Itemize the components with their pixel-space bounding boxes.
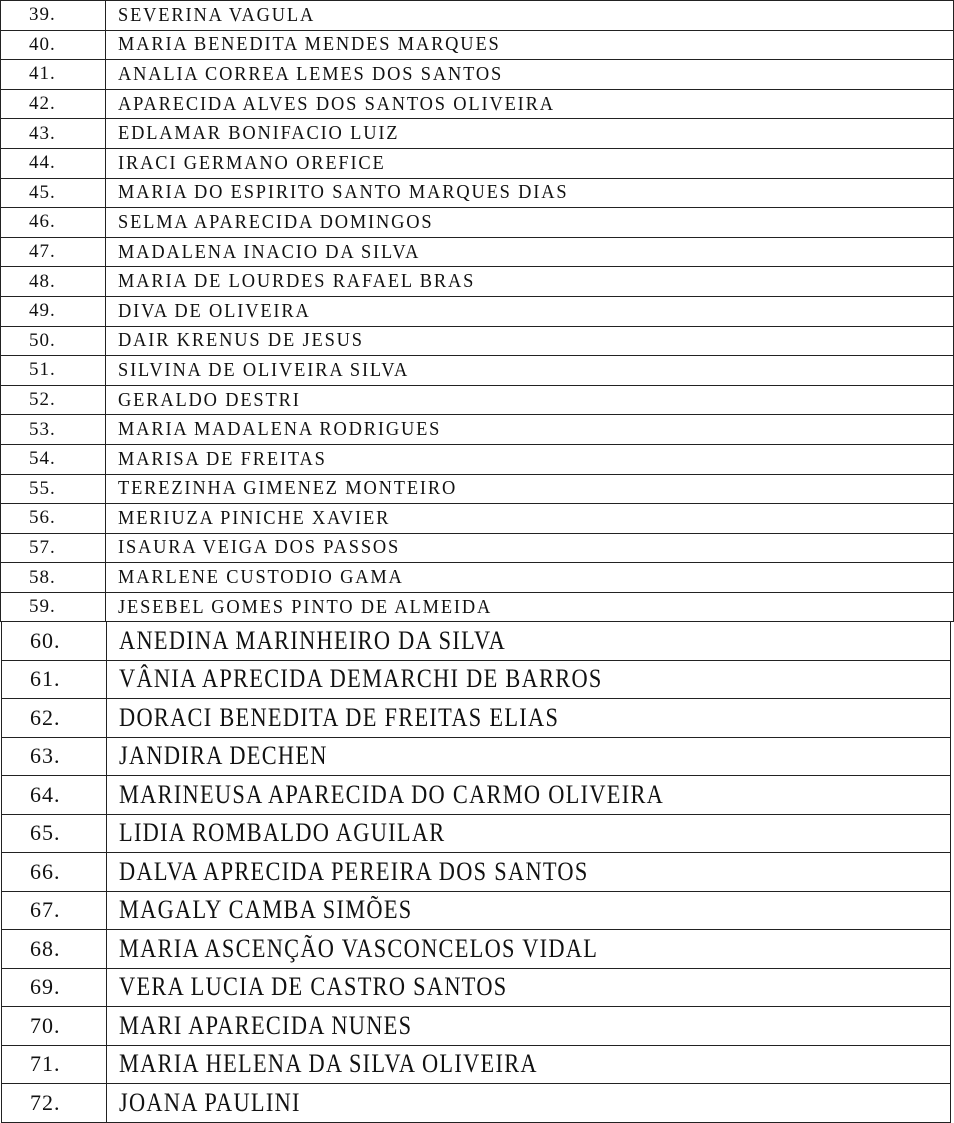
table-row	[2, 930, 951, 969]
person-name: DAIR KRENUS DE JESUS	[118, 329, 364, 352]
row-name-cell	[106, 444, 954, 474]
person-name: MARIA DE LOURDES RAFAEL BRAS	[118, 270, 476, 293]
table-row	[1, 296, 954, 326]
table-row	[1, 89, 954, 119]
person-name: JESEBEL GOMES PINTO DE ALMEIDA	[118, 595, 493, 618]
row-number: 57.	[1, 533, 106, 563]
person-name: DALVA APRECIDA PEREIRA DOS SANTOS	[119, 856, 589, 886]
row-name-cell	[106, 415, 954, 445]
row-name-cell	[107, 699, 951, 738]
person-name: IRACI GERMANO OREFICE	[118, 151, 386, 174]
row-name-cell	[106, 267, 954, 297]
person-name: MERIUZA PINICHE XAVIER	[118, 506, 391, 529]
row-number: 39.	[1, 1, 106, 31]
table-row	[2, 699, 951, 738]
table-row	[1, 504, 954, 534]
row-number: 53.	[1, 415, 106, 445]
row-name-cell	[106, 1, 954, 31]
row-number: 60.	[2, 622, 107, 661]
person-name: MARIA ASCENÇÃO VASCONCELOS VIDAL	[119, 933, 599, 963]
table-row	[1, 444, 954, 474]
row-name-cell	[106, 148, 954, 178]
row-number: 40.	[1, 30, 106, 60]
row-number: 45.	[1, 178, 106, 208]
table-row	[1, 148, 954, 178]
row-number: 41.	[1, 60, 106, 90]
row-name-cell	[107, 1007, 951, 1046]
row-number: 55.	[1, 474, 106, 504]
row-name-cell	[106, 563, 954, 593]
row-name-cell	[106, 474, 954, 504]
row-number: 67.	[2, 891, 107, 930]
person-name: MAGALY CAMBA SIMÕES	[119, 895, 413, 925]
row-name-cell	[106, 533, 954, 563]
row-number: 64.	[2, 776, 107, 815]
row-number: 59.	[1, 592, 106, 622]
row-name-cell	[106, 296, 954, 326]
table-row	[1, 30, 954, 60]
row-name-cell	[106, 385, 954, 415]
person-name: VÂNIA APRECIDA DEMARCHI DE BARROS	[119, 664, 603, 694]
row-name-cell	[106, 237, 954, 267]
table-row	[1, 326, 954, 356]
table-row	[2, 1084, 951, 1123]
table-row	[2, 968, 951, 1007]
person-name: ISAURA VEIGA DOS PASSOS	[118, 536, 401, 559]
person-name: EDLAMAR BONIFACIO LUIZ	[118, 122, 400, 145]
person-name: APARECIDA ALVES DOS SANTOS OLIVEIRA	[118, 92, 555, 115]
row-number: 58.	[1, 563, 106, 593]
table-row	[2, 737, 951, 776]
person-name: MARIA MADALENA RODRIGUES	[118, 418, 442, 441]
row-name-cell	[106, 356, 954, 386]
row-name-cell	[106, 208, 954, 238]
row-number: 68.	[2, 930, 107, 969]
row-name-cell	[107, 1084, 951, 1123]
table-row	[2, 891, 951, 930]
person-name: DIVA DE OLIVEIRA	[118, 299, 311, 322]
row-name-cell	[107, 737, 951, 776]
row-name-cell	[106, 89, 954, 119]
row-name-cell	[107, 853, 951, 892]
row-number: 48.	[1, 267, 106, 297]
table-row	[1, 356, 954, 386]
table-row	[2, 853, 951, 892]
row-name-cell	[107, 930, 951, 969]
person-name: SEVERINA VAGULA	[118, 3, 316, 26]
row-number: 62.	[2, 699, 107, 738]
table-row	[1, 178, 954, 208]
row-name-cell	[106, 119, 954, 149]
row-number: 56.	[1, 504, 106, 534]
row-name-cell	[107, 776, 951, 815]
row-number: 51.	[1, 356, 106, 386]
person-name: MARIA BENEDITA MENDES MARQUES	[118, 33, 501, 56]
row-number: 63.	[2, 737, 107, 776]
row-number: 71.	[2, 1045, 107, 1084]
row-number: 50.	[1, 326, 106, 356]
table-row	[1, 1, 954, 31]
table-row	[1, 267, 954, 297]
person-name: MARIA DO ESPIRITO SANTO MARQUES DIAS	[118, 181, 569, 204]
person-name: MARLENE CUSTODIO GAMA	[118, 566, 404, 589]
row-name-cell	[106, 178, 954, 208]
table-row	[1, 533, 954, 563]
table-row	[1, 208, 954, 238]
table-row	[1, 385, 954, 415]
row-number: 49.	[1, 296, 106, 326]
row-number: 66.	[2, 853, 107, 892]
row-name-cell	[106, 60, 954, 90]
row-name-cell	[107, 1045, 951, 1084]
row-number: 46.	[1, 208, 106, 238]
table-row	[2, 622, 951, 661]
table-row	[1, 474, 954, 504]
table-row	[1, 60, 954, 90]
names-table-part2	[1, 621, 951, 1123]
row-name-cell	[107, 891, 951, 930]
table-row	[2, 776, 951, 815]
person-name: MARISA DE FREITAS	[118, 447, 327, 470]
table-row	[1, 119, 954, 149]
row-number: 44.	[1, 148, 106, 178]
row-name-cell	[106, 592, 954, 622]
person-name: LIDIA ROMBALDO AGUILAR	[119, 818, 446, 848]
names-table-body	[2, 622, 951, 1123]
row-number: 47.	[1, 237, 106, 267]
table-row	[2, 814, 951, 853]
person-name: ANEDINA MARINHEIRO DA SILVA	[119, 625, 507, 655]
row-number: 52.	[1, 385, 106, 415]
person-name: DORACI BENEDITA DE FREITAS ELIAS	[119, 702, 560, 732]
names-table-body	[1, 1, 954, 622]
person-name: MARI APARECIDA NUNES	[119, 1010, 413, 1040]
row-name-cell	[107, 622, 951, 661]
person-name: MARIA HELENA DA SILVA OLIVEIRA	[119, 1049, 538, 1079]
person-name: VERA LUCIA DE CASTRO SANTOS	[119, 972, 508, 1002]
person-name: ANALIA CORREA LEMES DOS SANTOS	[118, 62, 504, 85]
person-name: MARINEUSA APARECIDA DO CARMO OLIVEIRA	[119, 779, 665, 809]
person-name: JANDIRA DECHEN	[119, 741, 328, 771]
row-name-cell	[106, 504, 954, 534]
person-name: TEREZINHA GIMENEZ MONTEIRO	[118, 477, 458, 500]
person-name: JOANA PAULINI	[119, 1087, 301, 1117]
row-name-cell	[106, 326, 954, 356]
row-number: 54.	[1, 444, 106, 474]
table-row	[1, 592, 954, 622]
row-number: 65.	[2, 814, 107, 853]
row-number: 42.	[1, 89, 106, 119]
table-row	[2, 1045, 951, 1084]
row-name-cell	[106, 30, 954, 60]
row-number: 70.	[2, 1007, 107, 1046]
table-row	[1, 237, 954, 267]
person-name: SELMA APARECIDA DOMINGOS	[118, 210, 434, 233]
row-number: 69.	[2, 968, 107, 1007]
row-number: 72.	[2, 1084, 107, 1123]
person-name: GERALDO DESTRI	[118, 388, 301, 411]
row-number: 43.	[1, 119, 106, 149]
table-row	[2, 660, 951, 699]
row-name-cell	[107, 968, 951, 1007]
row-name-cell	[107, 814, 951, 853]
person-name: MADALENA INACIO DA SILVA	[118, 240, 421, 263]
row-name-cell	[107, 660, 951, 699]
table-row	[2, 1007, 951, 1046]
table-row	[1, 563, 954, 593]
row-number: 61.	[2, 660, 107, 699]
table-row	[1, 415, 954, 445]
person-name: SILVINA DE OLIVEIRA SILVA	[118, 358, 410, 381]
